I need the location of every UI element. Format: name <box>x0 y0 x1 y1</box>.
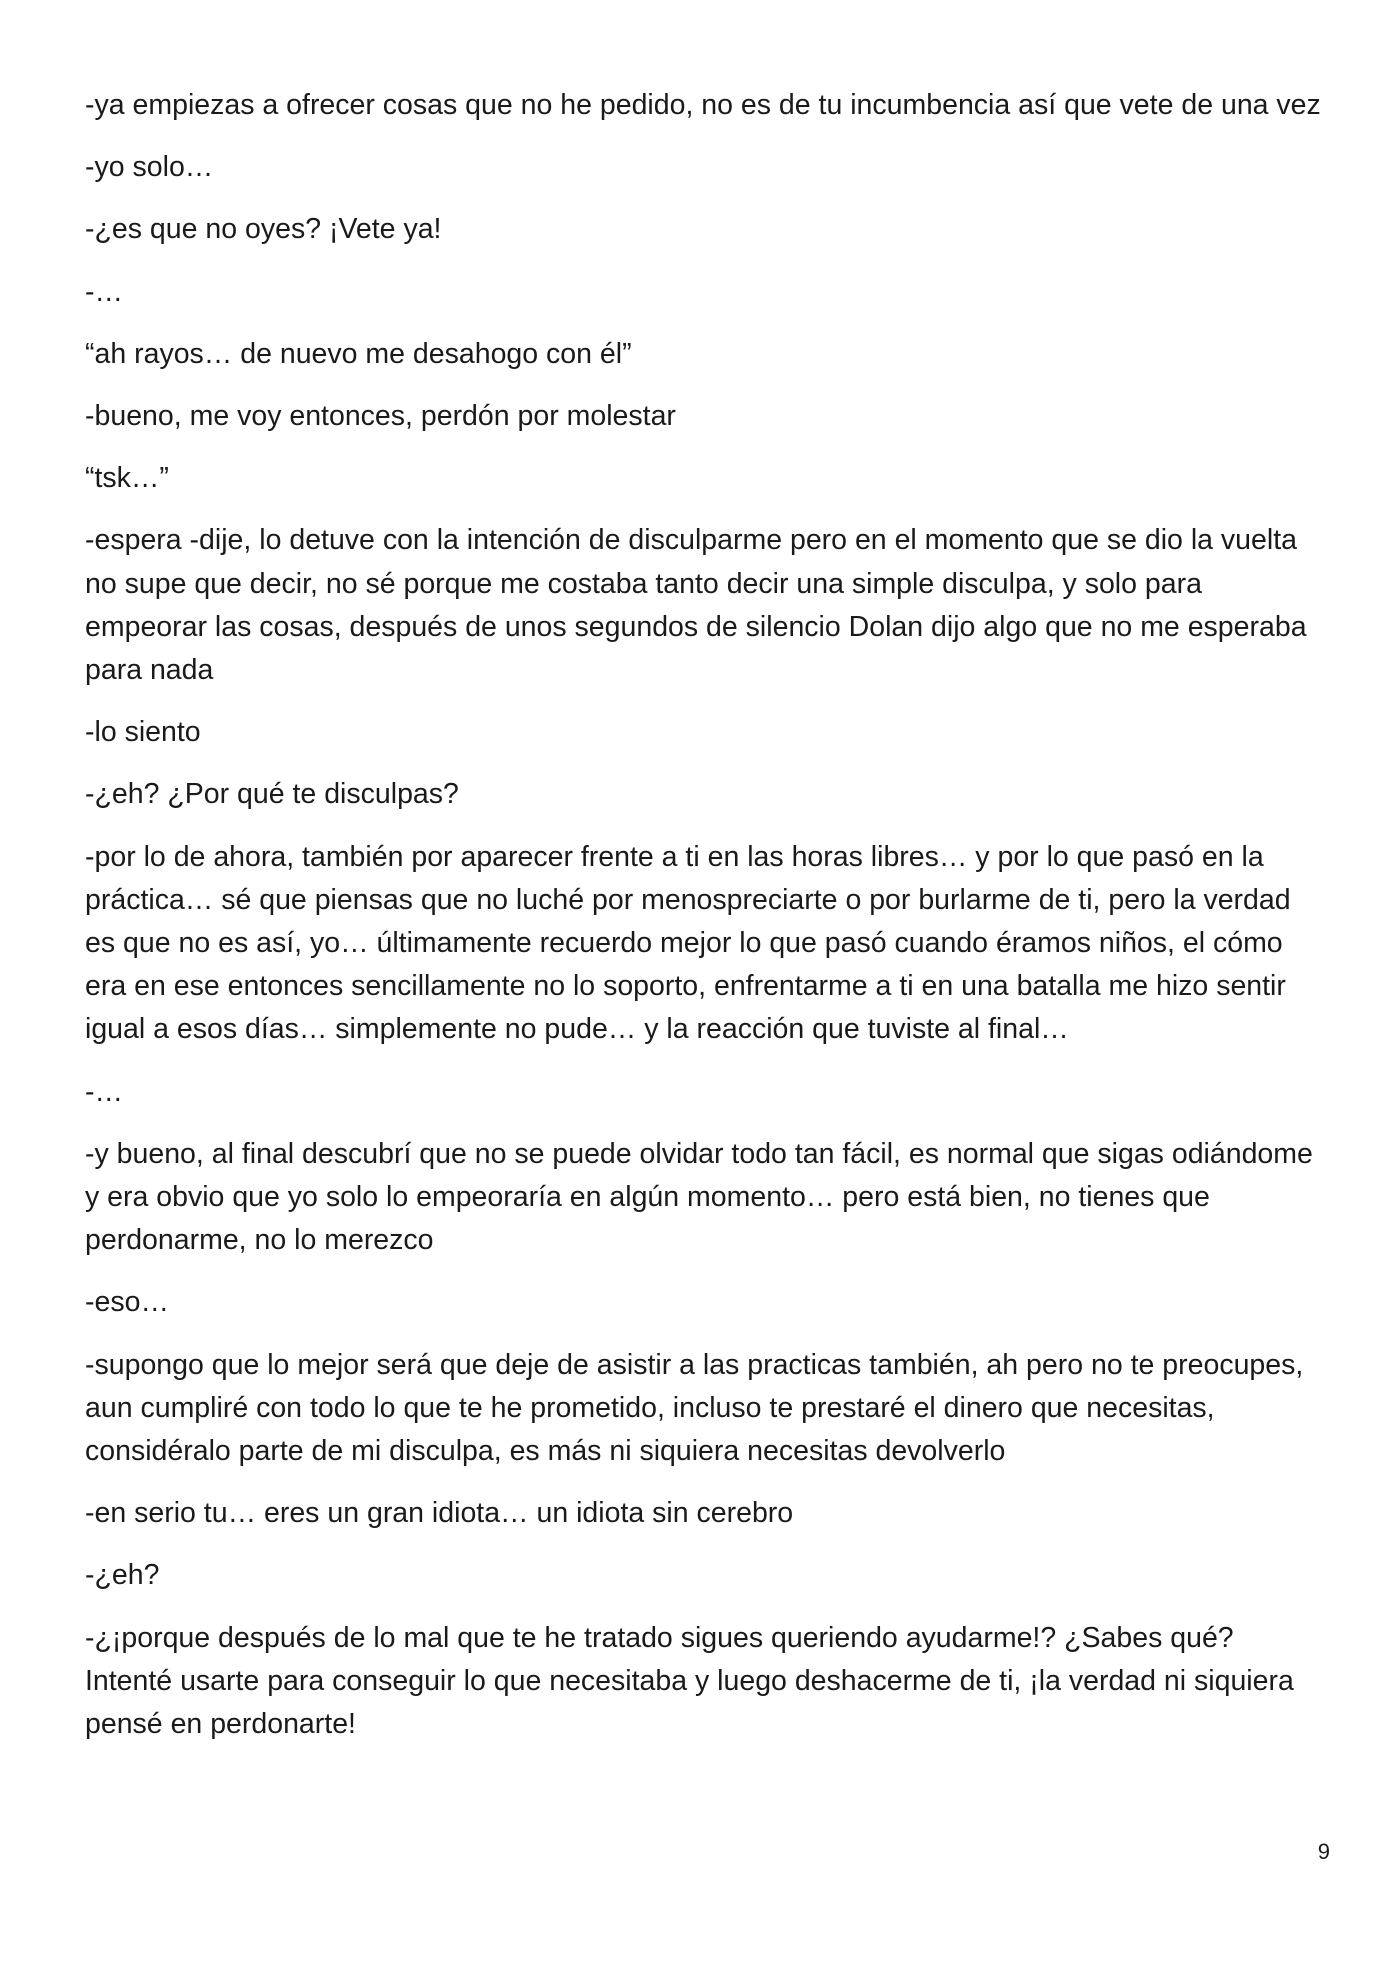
paragraph: -… <box>85 1075 123 1108</box>
paragraph: -bueno, me voy entonces, perdón por molestar <box>85 400 676 433</box>
paragraph: “tsk…” <box>85 462 169 495</box>
paragraph: -lo siento <box>85 716 201 749</box>
paragraph: -eso… <box>85 1286 169 1319</box>
paragraph: -yo solo… <box>85 151 214 184</box>
paragraph: -¿eh? <box>85 1559 160 1592</box>
paragraph: -¿es que no oyes? ¡Vete ya! <box>85 213 442 246</box>
paragraph: -… <box>85 275 123 308</box>
paragraph: -¿eh? ¿Por qué te disculpas? <box>85 778 459 811</box>
paragraph: -supongo que lo mejor será que deje de asistir a las practicas también, ah pero no te preocupes, aun cumpliré con todo lo que te he prometido, incluso te prestaré el dinero que necesitas, considéralo parte de mi disculpa, es más ni siquiera necesitas devolverlo <box>85 1348 1304 1468</box>
document-body <box>85 84 1325 1765</box>
paragraph: -y bueno, al final descubrí que no se puede olvidar todo tan fácil, es normal que sigas odiándome y era obvio que yo solo lo empeoraría en algún momento… pero está bien, no tienes que perdonarme, no lo merezco <box>85 1137 1313 1257</box>
page-number: 9 <box>1317 1839 1330 1864</box>
paragraph: -espera -dije, lo detuve con la intención de disculparme pero en el momento que se dio la vuelta no supe que decir, no sé porque me costaba tanto decir una simple disculpa, y solo para empeorar las cosas, después de unos segundos de silencio Dolan dijo algo que no me esperaba para nada <box>85 524 1307 687</box>
paragraph: -por lo de ahora, también por aparecer frente a ti en las horas libres… y por lo que pasó en la práctica… sé que piensas que no luché por menospreciarte o por burlarme de ti, pero la verdad es que no es así, yo… últimamente recuerdo mejor lo que pasó cuando éramos niños, el cómo era en ese entonces sencillamente no lo soporto, enfrentarme a ti en una batalla me hizo sentir igual a esos días… simplemente no pude… y la reacción que tuviste al final… <box>85 840 1291 1046</box>
paragraph: -ya empiezas a ofrecer cosas que no he pedido, no es de tu incumbencia así que vete de una vez <box>85 89 1321 121</box>
paragraph: “ah rayos… de nuevo me desahogo con él” <box>85 337 632 370</box>
paragraph: -en serio tu… eres un gran idiota… un idiota sin cerebro <box>85 1497 794 1530</box>
paragraph: -¿¡porque después de lo mal que te he tratado sigues queriendo ayudarme!? ¿Sabes qué? Intenté usarte para conseguir lo que necesitaba y luego deshacerme de ti, ¡la verdad ni siquiera pensé en perdonarte! <box>85 1621 1294 1741</box>
